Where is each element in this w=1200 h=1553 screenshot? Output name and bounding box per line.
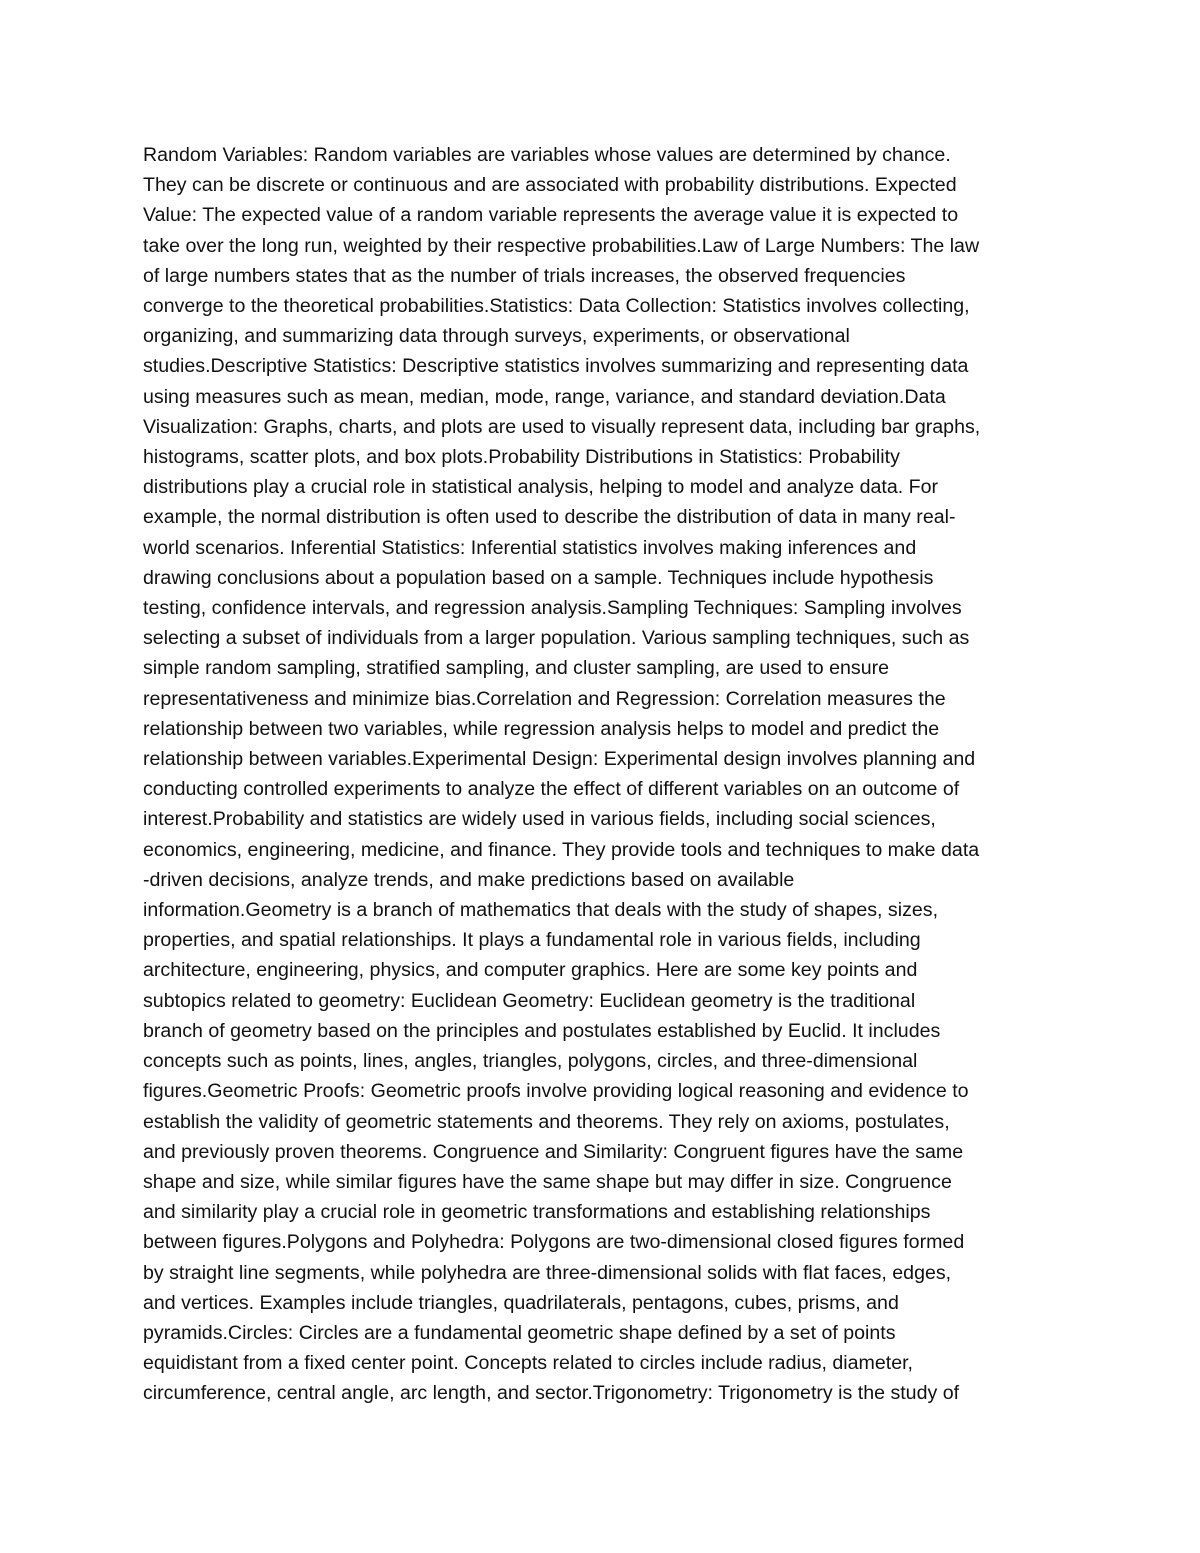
text-line: circumference, central angle, arc length, and sector.Trigonometry: Trigonometry is the study of xyxy=(143,1382,960,1405)
text-line: concepts such as points, lines, angles, triangles, polygons, circles, and three-dimensional xyxy=(143,1050,918,1073)
text-line: representativeness and minimize bias.Correlation and Regression: Correlation measures the xyxy=(143,687,946,710)
text-line: and similarity play a crucial role in geometric transformations and establishing relationships xyxy=(143,1201,931,1224)
text-line: branch of geometry based on the principles and postulates established by Euclid. It includes xyxy=(143,1019,941,1042)
text-line: They can be discrete or continuous and are associated with probability distributions. Expected xyxy=(143,174,957,197)
text-line: relationship between two variables, while regression analysis helps to model and predict the xyxy=(143,717,940,740)
text-line: subtopics related to geometry: Euclidean Geometry: Euclidean geometry is the traditional xyxy=(143,989,916,1012)
text-line: between figures.Polygons and Polyhedra: Polygons are two-dimensional closed figures formed xyxy=(143,1231,965,1254)
body-text xyxy=(143,140,1073,1409)
text-line: world scenarios. Inferential Statistics: Inferential statistics involves making inferences and xyxy=(143,536,917,559)
text-line: figures.Geometric Proofs: Geometric proofs involve providing logical reasoning and evidence to xyxy=(143,1080,969,1103)
text-line: Visualization: Graphs, charts, and plots are used to visually represent data, including bar graphs, xyxy=(143,415,981,438)
text-line: of large numbers states that as the number of trials increases, the observed frequencies xyxy=(143,264,906,287)
text-line: -driven decisions, analyze trends, and make predictions based on available xyxy=(143,868,795,891)
text-line: conducting controlled experiments to analyze the effect of different variables on an outcome of xyxy=(143,778,960,801)
text-line: histograms, scatter plots, and box plots.Probability Distributions in Statistics: Probability xyxy=(143,446,900,469)
text-line: converge to the theoretical probabilities.Statistics: Data Collection: Statistics involves collecting, xyxy=(143,295,970,318)
text-line: selecting a subset of individuals from a larger population. Various sampling techniques, such as xyxy=(143,627,970,650)
text-line: by straight line segments, while polyhedra are three-dimensional solids with flat faces, edges, xyxy=(143,1261,952,1284)
text-line: simple random sampling, stratified sampling, and cluster sampling, are used to ensure xyxy=(143,657,890,680)
text-line: architecture, engineering, physics, and computer graphics. Here are some key points and xyxy=(143,959,918,982)
text-line: studies.Descriptive Statistics: Descriptive statistics involves summarizing and representing data xyxy=(143,355,969,378)
text-line: equidistant from a fixed center point. Concepts related to circles include radius, diameter, xyxy=(143,1352,914,1375)
text-line: interest.Probability and statistics are widely used in various fields, including social sciences, xyxy=(143,808,936,831)
text-line: establish the validity of geometric statements and theorems. They rely on axioms, postulates, xyxy=(143,1110,950,1133)
text-line: information.Geometry is a branch of mathematics that deals with the study of shapes, sizes, xyxy=(143,899,939,922)
text-line: distributions play a crucial role in statistical analysis, helping to model and analyze data. For xyxy=(143,476,939,499)
text-line: testing, confidence intervals, and regression analysis.Sampling Techniques: Sampling involves xyxy=(143,597,962,620)
text-line: pyramids.Circles: Circles are a fundamental geometric shape defined by a set of points xyxy=(143,1321,896,1344)
text-line: using measures such as mean, median, mode, range, variance, and standard deviation.Data xyxy=(143,385,946,408)
text-line: example, the normal distribution is often used to describe the distribution of data in many real- xyxy=(143,506,956,529)
text-line: take over the long run, weighted by their respective probabilities.Law of Large Numbers: The law xyxy=(143,234,980,257)
text-line: relationship between variables.Experimental Design: Experimental design involves planning and xyxy=(143,748,976,771)
text-line: and vertices. Examples include triangles, quadrilaterals, pentagons, cubes, prisms, and xyxy=(143,1291,899,1314)
text-line: drawing conclusions about a population based on a sample. Techniques include hypothesis xyxy=(143,566,934,589)
text-line: properties, and spatial relationships. It plays a fundamental role in various fields, including xyxy=(143,929,921,952)
text-line: economics, engineering, medicine, and finance. They provide tools and techniques to make data xyxy=(143,838,980,861)
text-line: Value: The expected value of a random variable represents the average value it is expected to xyxy=(143,204,959,227)
text-line: Random Variables: Random variables are variables whose values are determined by chance. xyxy=(143,144,951,166)
text-line: and previously proven theorems. Congruence and Similarity: Congruent figures have the same xyxy=(143,1140,964,1163)
text-line: organizing, and summarizing data through surveys, experiments, or observational xyxy=(143,325,850,348)
text-line: shape and size, while similar figures have the same shape but may differ in size. Congruence xyxy=(143,1170,952,1193)
